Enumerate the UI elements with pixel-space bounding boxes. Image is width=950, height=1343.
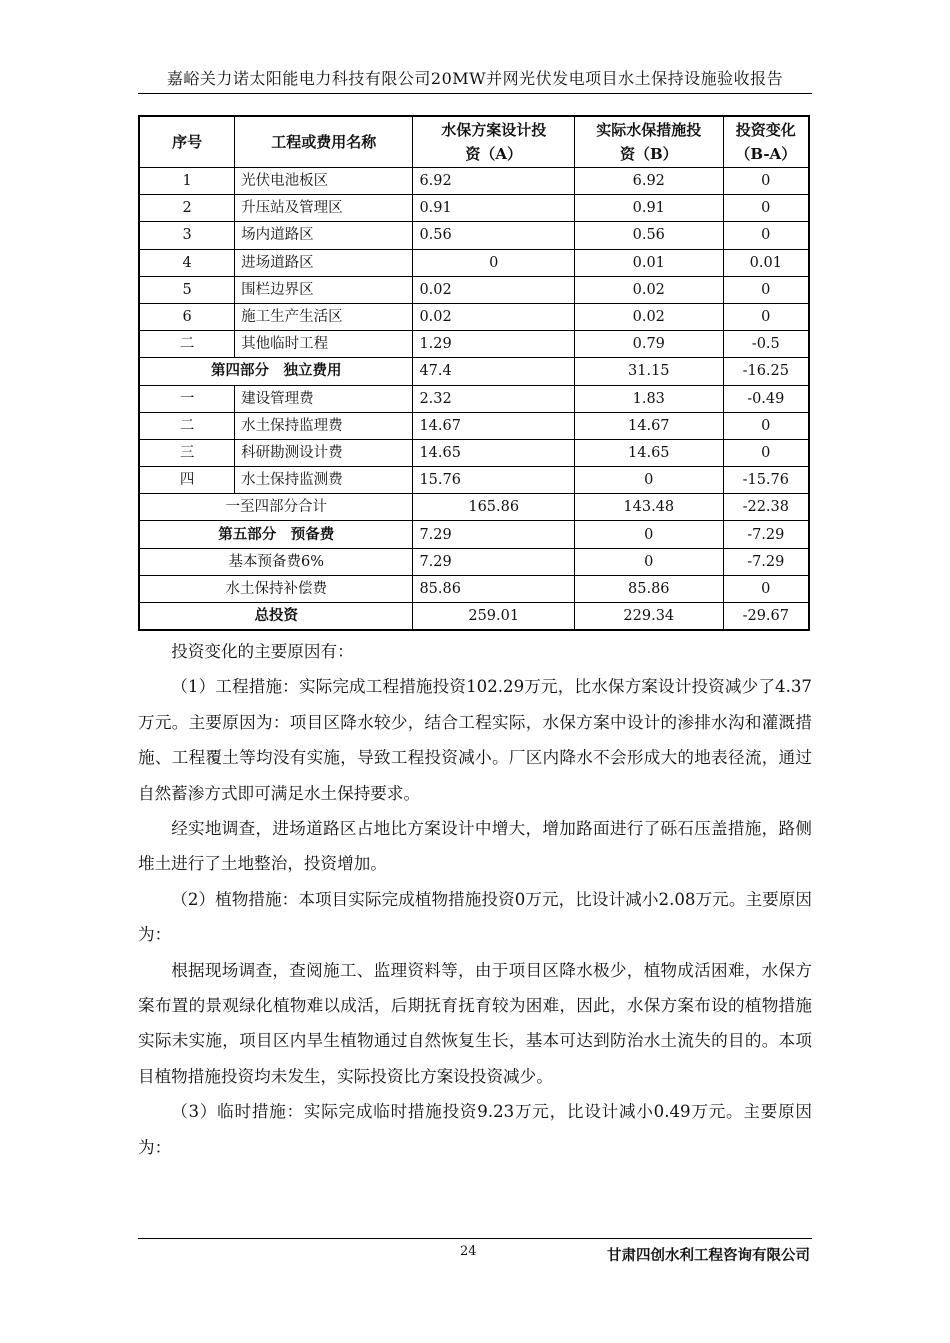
cell-change: -22.38 — [723, 494, 809, 521]
page-number: 24 — [460, 1244, 477, 1259]
cell-actual: 85.86 — [574, 575, 723, 602]
cell-actual: 0 — [574, 467, 723, 494]
cell-no: 二 — [139, 412, 235, 439]
cell-no: 5 — [139, 276, 235, 303]
table-row — [139, 331, 809, 358]
cell-design: 0.02 — [413, 303, 575, 330]
cell-change: 0 — [723, 195, 809, 222]
table-row — [139, 467, 809, 494]
cell-subtotal-name: 一至四部分合计 — [139, 494, 413, 521]
cell-subtotal-name: 基本预备费6% — [139, 548, 413, 575]
cell-change: 0 — [723, 575, 809, 602]
cell-actual: 229.34 — [574, 603, 723, 631]
cell-no: 一 — [139, 385, 235, 412]
paragraph: 经实地调查，进场道路区占地比方案设计中增大，增加路面进行了砾石压盖措施，路侧堆土进行了土地整治，投资增加。 — [138, 819, 812, 874]
cell-actual: 0.56 — [574, 222, 723, 249]
cell-change: 0.01 — [723, 249, 809, 276]
table-header-row — [139, 116, 809, 168]
cell-change: 0 — [723, 412, 809, 439]
table-row-section — [139, 521, 809, 548]
cell-change: -29.67 — [723, 603, 809, 631]
cell-actual: 0.91 — [574, 195, 723, 222]
page-header-title: 嘉峪关力诺太阳能电力科技有限公司20MW并网光伏发电项目水土保持设施验收报告 — [166, 69, 784, 88]
cell-name: 水土保持监测费 — [235, 467, 413, 494]
cell-change: 0 — [723, 439, 809, 466]
cell-name: 水土保持监理费 — [235, 412, 413, 439]
paragraph: （1）工程措施：实际完成工程措施投资102.29万元，比水保方案设计投资减少了4.37万元。主要原因为：项目区降水较少，结合工程实际，水保方案中设计的渗排水沟和灌溉措施、工程覆土等均没有实施，导致工程投资减小。厂区内降水不会形成大的地表径流，通过自然蓄渗方式即可满足水土保持要求。 — [138, 677, 812, 803]
cell-no: 2 — [139, 195, 235, 222]
cell-actual: 14.65 — [574, 439, 723, 466]
cell-change: -0.49 — [723, 385, 809, 412]
cell-design: 85.86 — [413, 575, 575, 602]
table-row-subtotal — [139, 575, 809, 602]
cell-design: 1.29 — [413, 331, 575, 358]
cell-actual: 0.01 — [574, 249, 723, 276]
table-row — [139, 439, 809, 466]
cell-design: 0.91 — [413, 195, 575, 222]
col-header-change: 投资变化 （B-A） — [723, 116, 809, 168]
cell-no: 三 — [139, 439, 235, 466]
cell-actual: 0 — [574, 548, 723, 575]
cell-actual: 14.67 — [574, 412, 723, 439]
cell-name: 场内道路区 — [235, 222, 413, 249]
cell-design: 0.56 — [413, 222, 575, 249]
cell-name: 升压站及管理区 — [235, 195, 413, 222]
table-row-subtotal — [139, 494, 809, 521]
cell-no: 3 — [139, 222, 235, 249]
cell-change: -7.29 — [723, 521, 809, 548]
cell-design: 165.86 — [413, 494, 575, 521]
cell-actual: 0 — [574, 521, 723, 548]
table-row — [139, 195, 809, 222]
table-row — [139, 249, 809, 276]
cell-name: 进场道路区 — [235, 249, 413, 276]
table-row — [139, 222, 809, 249]
table-row — [139, 385, 809, 412]
paragraph: （3）临时措施：实际完成临时措施投资9.23万元，比设计减小0.49万元。主要原因为： — [138, 1102, 812, 1157]
cell-name: 围栏边界区 — [235, 276, 413, 303]
cell-name: 科研勘测设计费 — [235, 439, 413, 466]
cell-design: 0.02 — [413, 276, 575, 303]
cell-change: -0.5 — [723, 331, 809, 358]
cell-design: 259.01 — [413, 603, 575, 631]
cell-change: 0 — [723, 222, 809, 249]
cell-change: 0 — [723, 303, 809, 330]
cell-design: 14.65 — [413, 439, 575, 466]
cell-design: 14.67 — [413, 412, 575, 439]
table-row-total — [139, 603, 809, 631]
cell-change: -16.25 — [723, 358, 809, 385]
cell-subtotal-name: 水土保持补偿费 — [139, 575, 413, 602]
paragraph: （2）植物措施：本项目实际完成植物措施投资0万元，比设计减小2.08万元。主要原因为： — [138, 889, 812, 945]
cell-no: 4 — [139, 249, 235, 276]
cell-change: -7.29 — [723, 548, 809, 575]
cell-no: 二 — [139, 331, 235, 358]
cell-design: 7.29 — [413, 548, 575, 575]
cell-name: 其他临时工程 — [235, 331, 413, 358]
footer-company: 甘肃四创水利工程咨询有限公司 — [607, 1247, 810, 1264]
paragraph: 根据现场调查，查阅施工、监理资料等，由于项目区降水极少，植物成活困难，水保方案布置的景观绿化植物难以成活，后期抚育抚育较为困难，因此，水保方案布设的植物措施实际未实施，项目区内旱生植物通过自然恢复生长，基本可达到防治水土流失的目的。本项目植物措施投资均未发生，实际投资比方案设投资减少。 — [138, 960, 812, 1086]
col-header-name: 工程或费用名称 — [235, 116, 413, 168]
cell-no: 四 — [139, 467, 235, 494]
cell-name: 光伏电池板区 — [235, 168, 413, 195]
cell-design: 15.76 — [413, 467, 575, 494]
cell-actual: 143.48 — [574, 494, 723, 521]
col-header-design: 水保方案设计投 资（A） — [413, 116, 575, 168]
table-row — [139, 412, 809, 439]
cell-section-name: 第四部分 独立费用 — [139, 358, 413, 385]
cell-name: 施工生产生活区 — [235, 303, 413, 330]
cell-no: 1 — [139, 168, 235, 195]
cell-change: 0 — [723, 276, 809, 303]
table-row — [139, 276, 809, 303]
header-rule — [138, 93, 812, 94]
paragraph: 投资变化的主要原因有： — [171, 642, 354, 661]
cell-actual: 31.15 — [574, 358, 723, 385]
cell-actual: 1.83 — [574, 385, 723, 412]
cell-actual: 0.79 — [574, 331, 723, 358]
cell-change: -15.76 — [723, 467, 809, 494]
table-row-subtotal — [139, 548, 809, 575]
table-row — [139, 303, 809, 330]
cell-actual: 0.02 — [574, 276, 723, 303]
cell-no: 6 — [139, 303, 235, 330]
cell-section-name: 第五部分 预备费 — [139, 521, 413, 548]
body-text — [138, 634, 812, 1165]
cell-design: 2.32 — [413, 385, 575, 412]
col-header-no: 序号 — [139, 116, 235, 168]
cell-design: 7.29 — [413, 521, 575, 548]
table-row — [139, 168, 809, 195]
footer-rule — [138, 1238, 812, 1239]
table-row-section — [139, 358, 809, 385]
cell-actual: 0.02 — [574, 303, 723, 330]
cell-name: 建设管理费 — [235, 385, 413, 412]
cell-design: 47.4 — [413, 358, 575, 385]
cell-change: 0 — [723, 168, 809, 195]
cell-total-name: 总投资 — [139, 603, 413, 631]
cell-design: 0 — [413, 249, 575, 276]
investment-table — [138, 115, 810, 631]
col-header-actual: 实际水保措施投 资（B） — [574, 116, 723, 168]
cell-actual: 6.92 — [574, 168, 723, 195]
cell-design: 6.92 — [413, 168, 575, 195]
